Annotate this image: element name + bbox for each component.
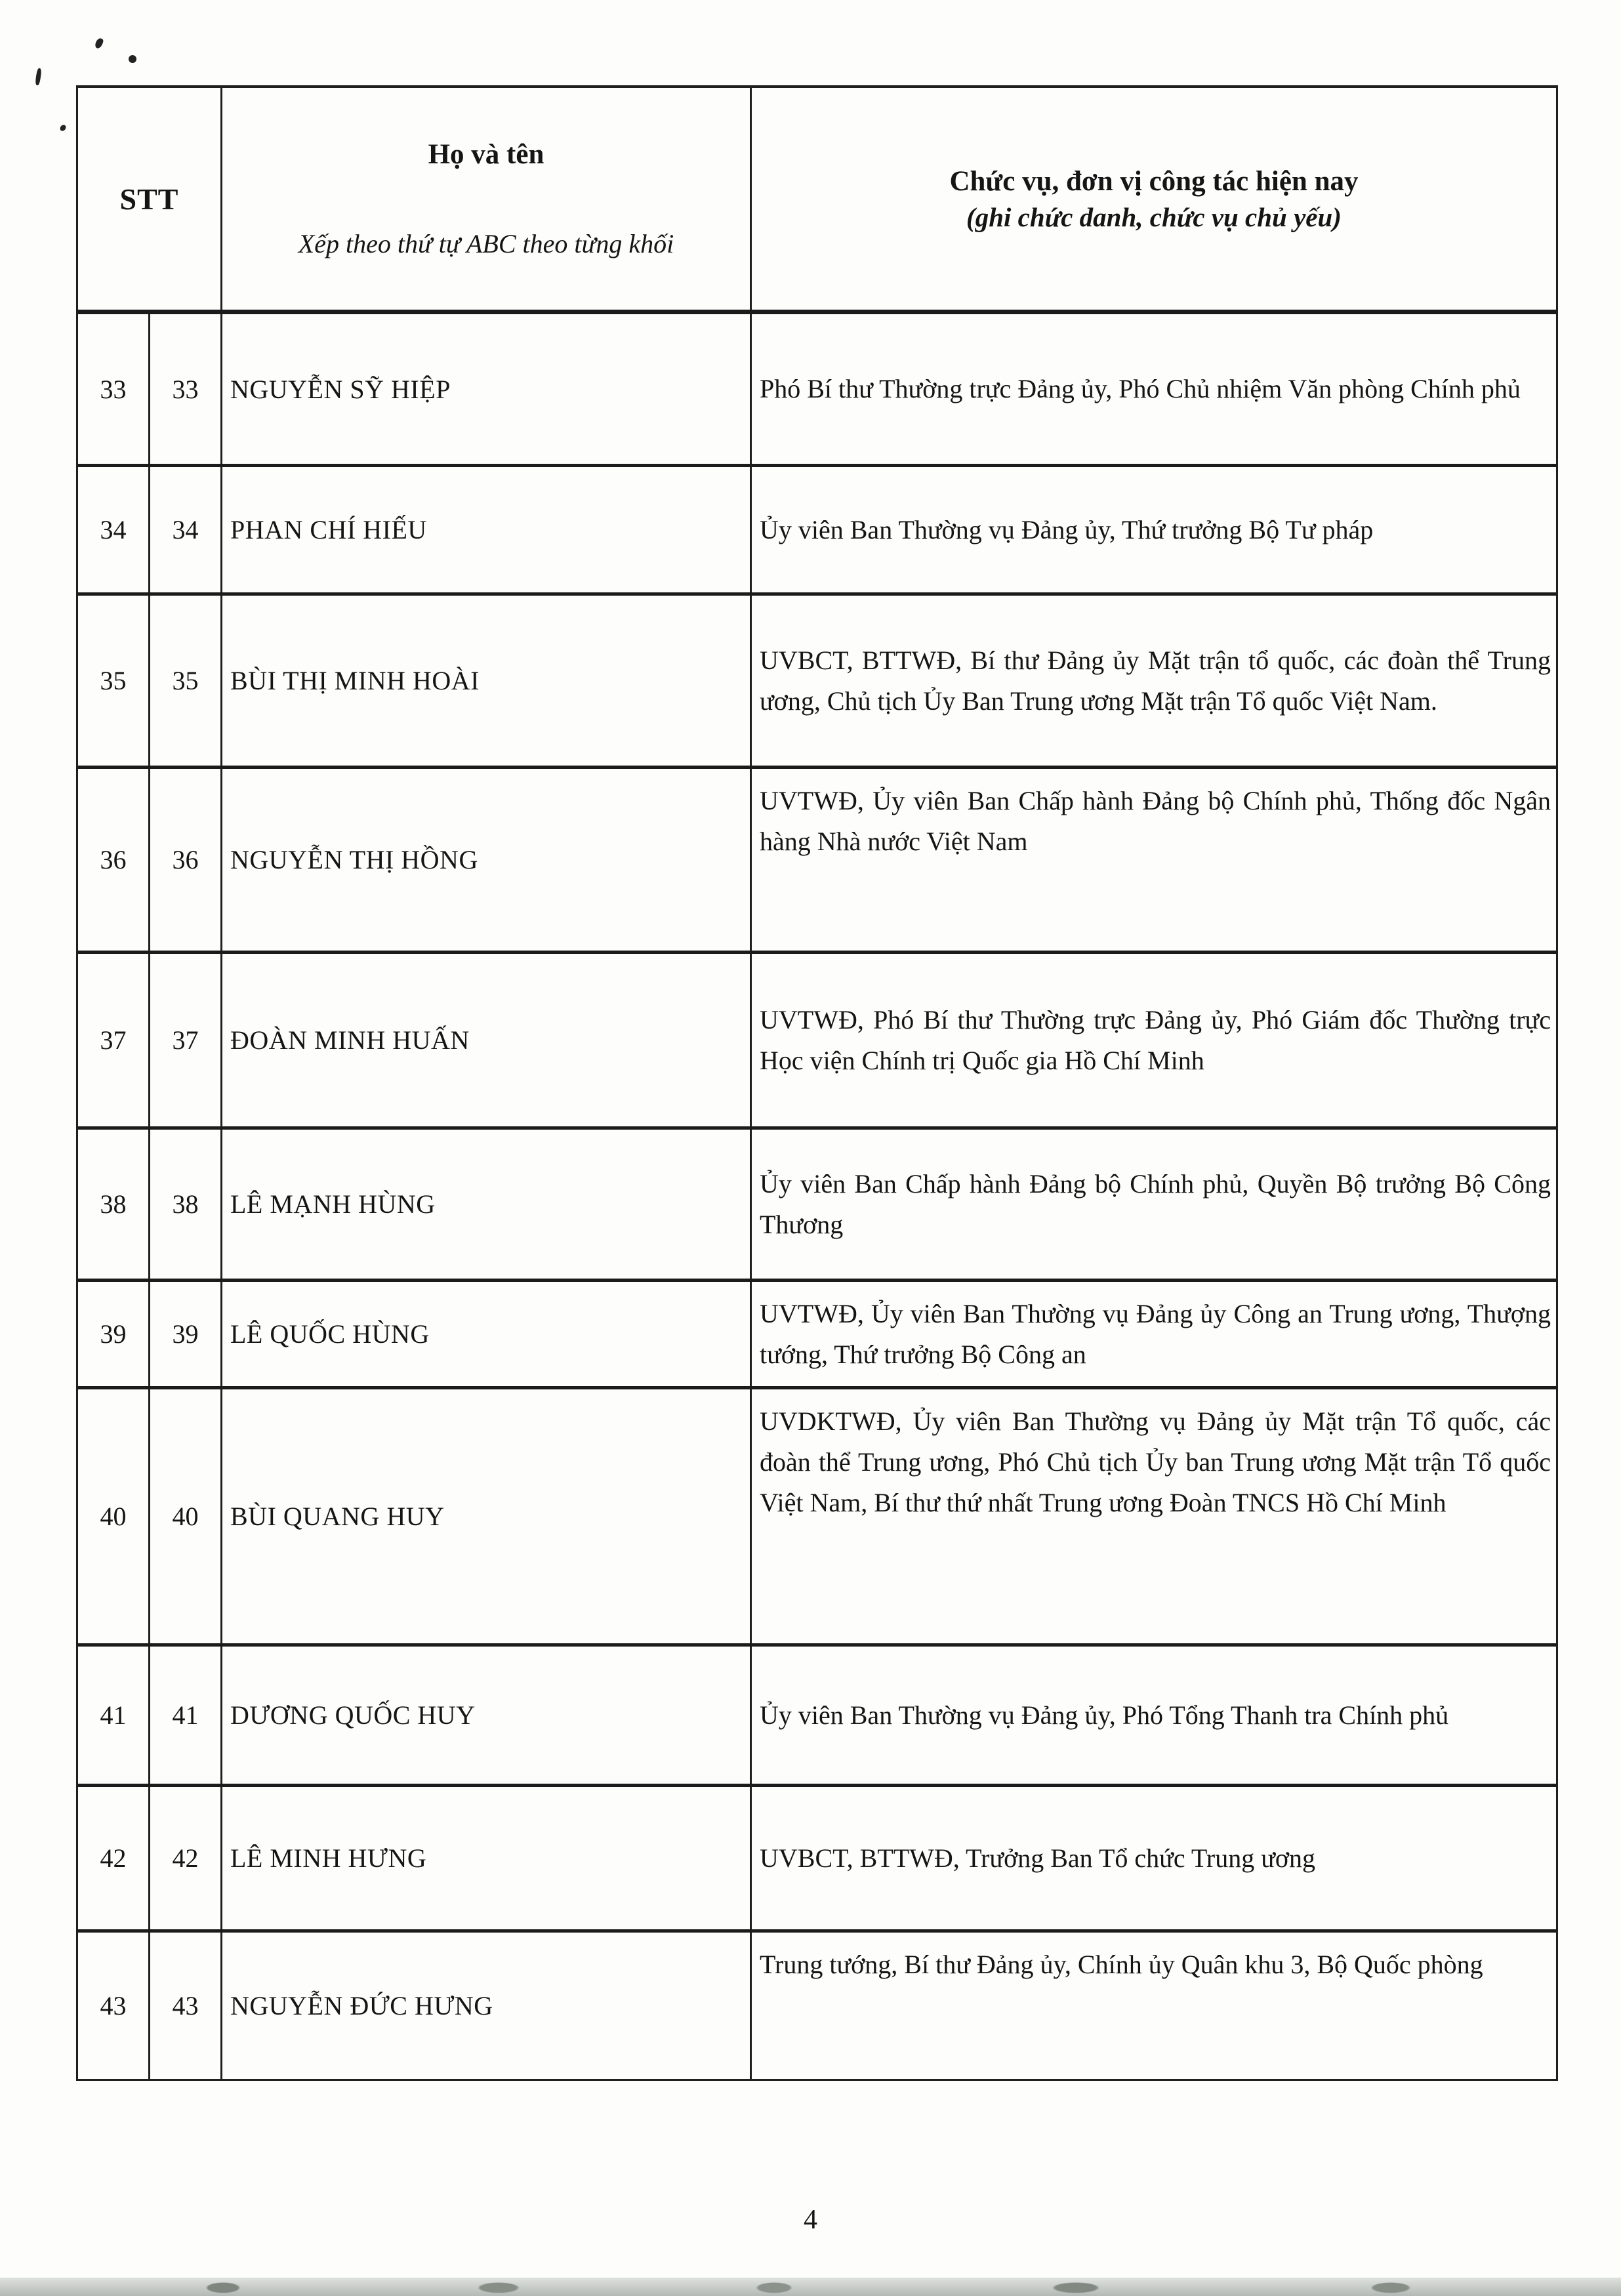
row-stt-primary: 39: [100, 1319, 127, 1349]
row-stt-secondary: 39: [148, 1282, 220, 1386]
row-position-text: UVBCT, BTTWĐ, Bí thư Đảng ủy Mặt trận tổ quốc, các đoàn thể Trung ương, Chủ tịch Ủy Ban Trung ương Mặt trận Tổ quốc Việt Nam.: [760, 645, 1551, 716]
row-stt-primary: 33: [100, 374, 127, 404]
row-position-text: Phó Bí thư Thường trực Đảng ủy, Phó Chủ nhiệm Văn phòng Chính phủ: [760, 374, 1521, 403]
row-position: [750, 596, 1556, 766]
scan-artifact-strip: [0, 2278, 1621, 2296]
row-stt-primary: 38: [100, 1189, 127, 1219]
row-name: BÙI THỊ MINH HOÀI: [220, 596, 750, 766]
ink-speck: [59, 124, 68, 133]
table-row: [78, 314, 1556, 464]
row-stt-secondary: 35: [148, 596, 220, 766]
row-stt-secondary: 34: [148, 467, 220, 592]
row-stt-secondary: 37: [148, 954, 220, 1126]
row-stt-primary: 42: [100, 1843, 127, 1873]
ink-speck: [129, 55, 136, 63]
row-position: [750, 1130, 1556, 1279]
row-name: ĐOÀN MINH HUẤN: [220, 954, 750, 1126]
row-stt-secondary: 41: [148, 1647, 220, 1784]
table-row: [78, 1784, 1556, 1929]
row-position: [750, 1389, 1556, 1643]
row-stt-secondary: 38: [148, 1130, 220, 1279]
header-cell-stt: [78, 88, 220, 310]
row-position-text: UVDKTWĐ, Ủy viên Ban Thường vụ Đảng ủy Mặt trận Tổ quốc, các đoàn thể Trung ương, Phó Chủ tịch Ủy ban Trung ương Mặt trận Tổ quốc Việt Nam, Bí thư thứ nhất Trung ương Đoàn TNCS Hồ Chí Minh: [760, 1406, 1551, 1517]
header-cell-position: [750, 88, 1556, 310]
row-stt-primary: 37: [100, 1025, 127, 1055]
row-stt-secondary: 40: [148, 1389, 220, 1643]
row-position: [750, 1787, 1556, 1929]
row-position-text: UVBCT, BTTWĐ, Trưởng Ban Tổ chức Trung ương: [760, 1843, 1316, 1873]
row-stt-secondary: 42: [148, 1787, 220, 1929]
row-stt-secondary: 36: [148, 769, 220, 951]
row-position-text: Ủy viên Ban Thường vụ Đảng ủy, Thứ trưởng Bộ Tư pháp: [760, 514, 1374, 544]
header-cell-name: [220, 88, 750, 310]
row-name: LÊ MẠNH HÙNG: [220, 1130, 750, 1279]
row-stt-primary: 40: [100, 1502, 127, 1531]
row-stt-primary: 36: [100, 845, 127, 874]
row-stt-primary: 41: [100, 1700, 127, 1730]
table-row: [78, 1929, 1556, 2079]
row-position: [750, 1282, 1556, 1386]
table-row: [78, 464, 1556, 592]
row-stt-primary: 43: [100, 1991, 127, 2020]
header-name-subtitle: Xếp theo thứ tự ABC theo từng khối: [298, 229, 674, 258]
row-name: LÊ QUỐC HÙNG: [220, 1282, 750, 1386]
row-position: [750, 1647, 1556, 1784]
table-row: [78, 592, 1556, 766]
row-position-text: Ủy viên Ban Thường vụ Đảng ủy, Phó Tổng Thanh tra Chính phủ: [760, 1700, 1449, 1730]
header-position-title: Chức vụ, đơn vị công tác hiện nay: [949, 165, 1359, 197]
table-row: [78, 766, 1556, 951]
row-name: NGUYỄN ĐỨC HƯNG: [220, 1933, 750, 2079]
personnel-table: [76, 85, 1558, 2081]
row-position: [750, 1933, 1556, 2079]
table-row: [78, 1279, 1556, 1386]
table-row: [78, 1386, 1556, 1643]
ink-speck: [94, 37, 104, 50]
row-stt-secondary: 33: [148, 314, 220, 464]
row-name: BÙI QUANG HUY: [220, 1389, 750, 1643]
table-header-row: [78, 88, 1556, 314]
header-stt-label: STT: [119, 182, 179, 216]
row-name: PHAN CHÍ HIẾU: [220, 467, 750, 592]
row-name: DƯƠNG QUỐC HUY: [220, 1647, 750, 1784]
row-stt-primary: 35: [100, 666, 127, 695]
row-position-text: UVTWĐ, Ủy viên Ban Thường vụ Đảng ủy Công an Trung ương, Thượng tướng, Thứ trưởng Bộ Công an: [760, 1298, 1551, 1369]
row-position-text: UVTWĐ, Ủy viên Ban Chấp hành Đảng bộ Chính phủ, Thống đốc Ngân hàng Nhà nước Việt Nam: [760, 786, 1551, 856]
header-name-title: Họ và tên: [428, 139, 544, 170]
row-position-text: Ủy viên Ban Chấp hành Đảng bộ Chính phủ, Quyền Bộ trưởng Bộ Công Thương: [760, 1168, 1551, 1239]
row-stt-primary: 34: [100, 515, 127, 544]
row-stt-secondary: 43: [148, 1933, 220, 2079]
page-number: 4: [804, 2205, 817, 2235]
row-position-text: UVTWĐ, Phó Bí thư Thường trực Đảng ủy, Phó Giám đốc Thường trực Học viện Chính trị Quốc gia Hồ Chí Minh: [760, 1004, 1551, 1075]
row-position-text: Trung tướng, Bí thư Đảng ủy, Chính ủy Quân khu 3, Bộ Quốc phòng: [760, 1950, 1483, 1979]
row-name: NGUYỄN SỸ HIỆP: [220, 314, 750, 464]
header-position-subtitle: (ghi chức danh, chức vụ chủ yếu): [966, 201, 1342, 232]
row-position: [750, 314, 1556, 464]
row-position: [750, 954, 1556, 1126]
row-name: NGUYỄN THỊ HỒNG: [220, 769, 750, 951]
table-row: [78, 951, 1556, 1126]
table-body: [78, 314, 1556, 2079]
table-row: [78, 1643, 1556, 1784]
row-position: [750, 769, 1556, 951]
row-name: LÊ MINH HƯNG: [220, 1787, 750, 1929]
table-row: [78, 1126, 1556, 1279]
row-position: [750, 467, 1556, 592]
ink-speck: [35, 68, 42, 86]
